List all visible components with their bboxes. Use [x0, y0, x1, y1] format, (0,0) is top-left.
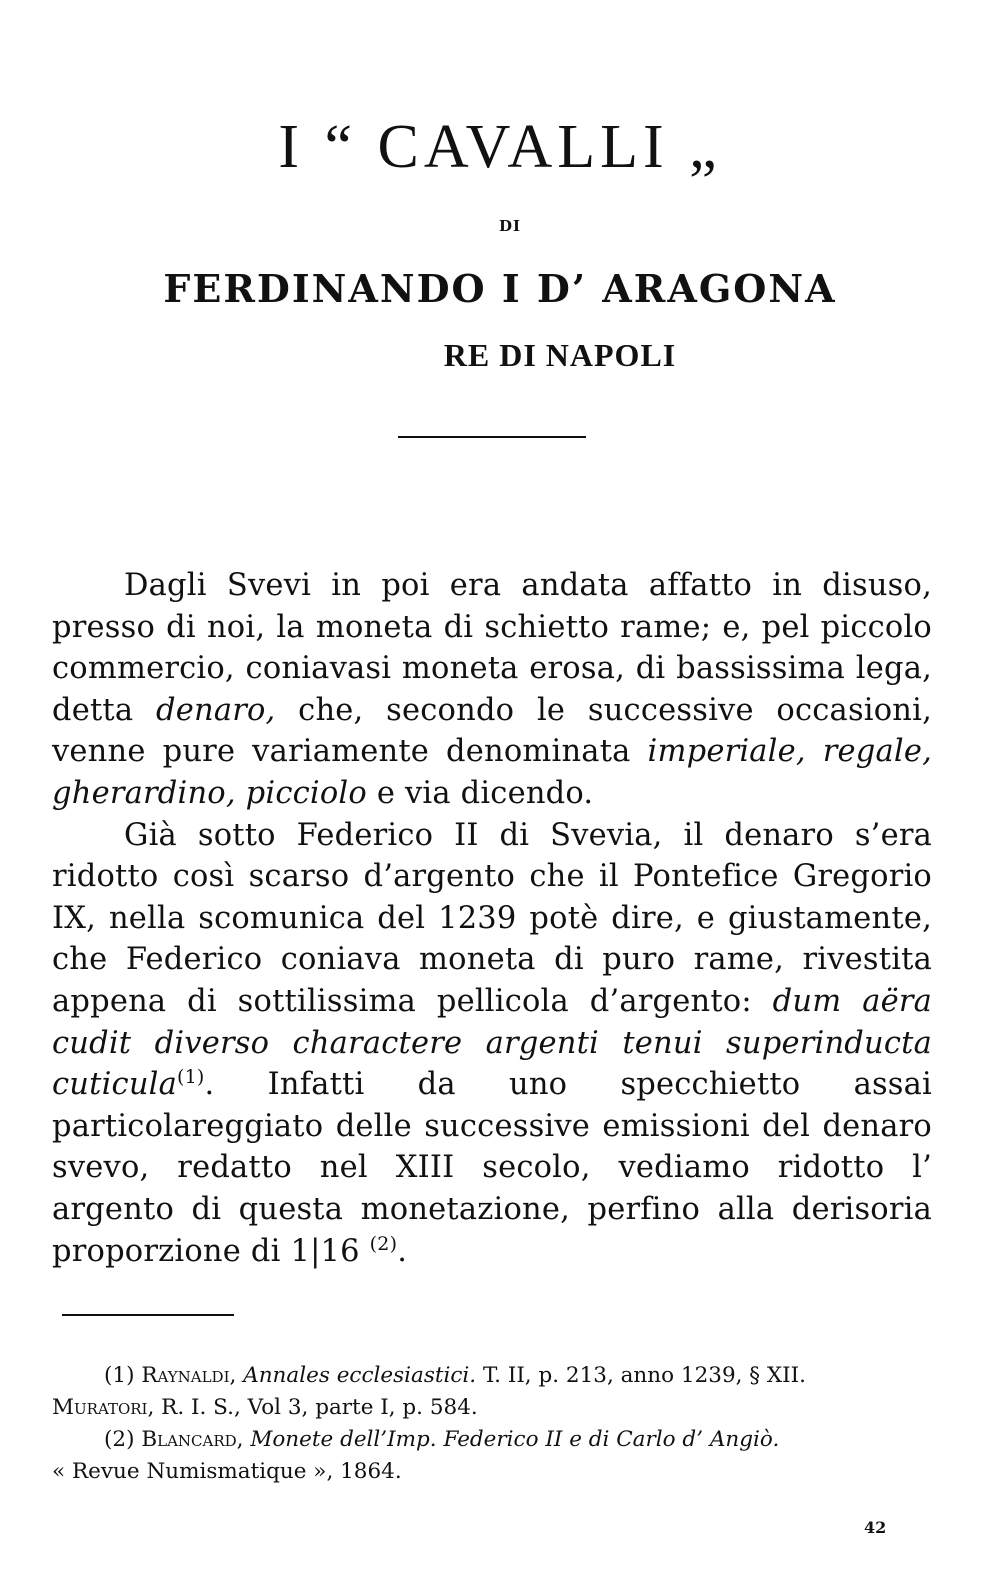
- page-subtitle: FERDINANDO I D’ ARAGONA: [163, 266, 837, 311]
- footnote-divider: [62, 1314, 234, 1316]
- page-title: I “ CAVALLI „: [278, 113, 722, 181]
- title-divider: [398, 436, 586, 438]
- footnote-ref-2: (2): [369, 1232, 398, 1255]
- body-text: [52, 565, 932, 1272]
- title-connector: DI: [498, 217, 522, 235]
- footnote-2: (2) Blancard, Monete dell’Imp. Federico II e di Carlo d’ Angiò. « Revue Numismatique », 1864.: [52, 1427, 780, 1484]
- footnote-1: (1) Raynaldi, Annales ecclesiastici. T. II, p. 213, anno 1239, § XII. Muratori, R. I. S., Vol 3, parte I, p. 584.: [52, 1363, 806, 1420]
- footnote-ref-1: (1): [177, 1065, 205, 1088]
- paragraph-2: Già sotto Federico II di Svevia, il denaro s’era ridotto così scarso d’argento che il Pontefice Gregorio IX, nella scomunica del 1239 potè dire, e giustamente, che Federico coniava moneta di puro rame, rivestita appena di sottilissima pellicola d’argento: dum aëra cudit diverso charactere argenti tenui superinducta cuticula$^{(1)}$. Infatti da uno specchietto assai particolareggiato delle successive emissioni del denaro svevo, redatto nel XIII secolo, vediamo ridotto l’ argento di questa monetazione, perfino alla derisoria proporzione di 1|16 $^{(2)}$.: [52, 817, 932, 1269]
- footnotes: [52, 1360, 932, 1488]
- paragraph-1: Dagli Svevi in poi era andata affatto in disuso, presso di noi, la moneta di schietto rame; e, pel piccolo commercio, coniavasi moneta erosa, di bassissima lega, detta denaro, che, secondo le successive occasioni, venne pure variamente denominata imperiale, regale, gherardino, picciolo e via dicendo.: [52, 568, 933, 811]
- page-subtitle-secondary: RE DI NAPOLI: [443, 337, 677, 373]
- page-number: 42: [864, 1518, 887, 1537]
